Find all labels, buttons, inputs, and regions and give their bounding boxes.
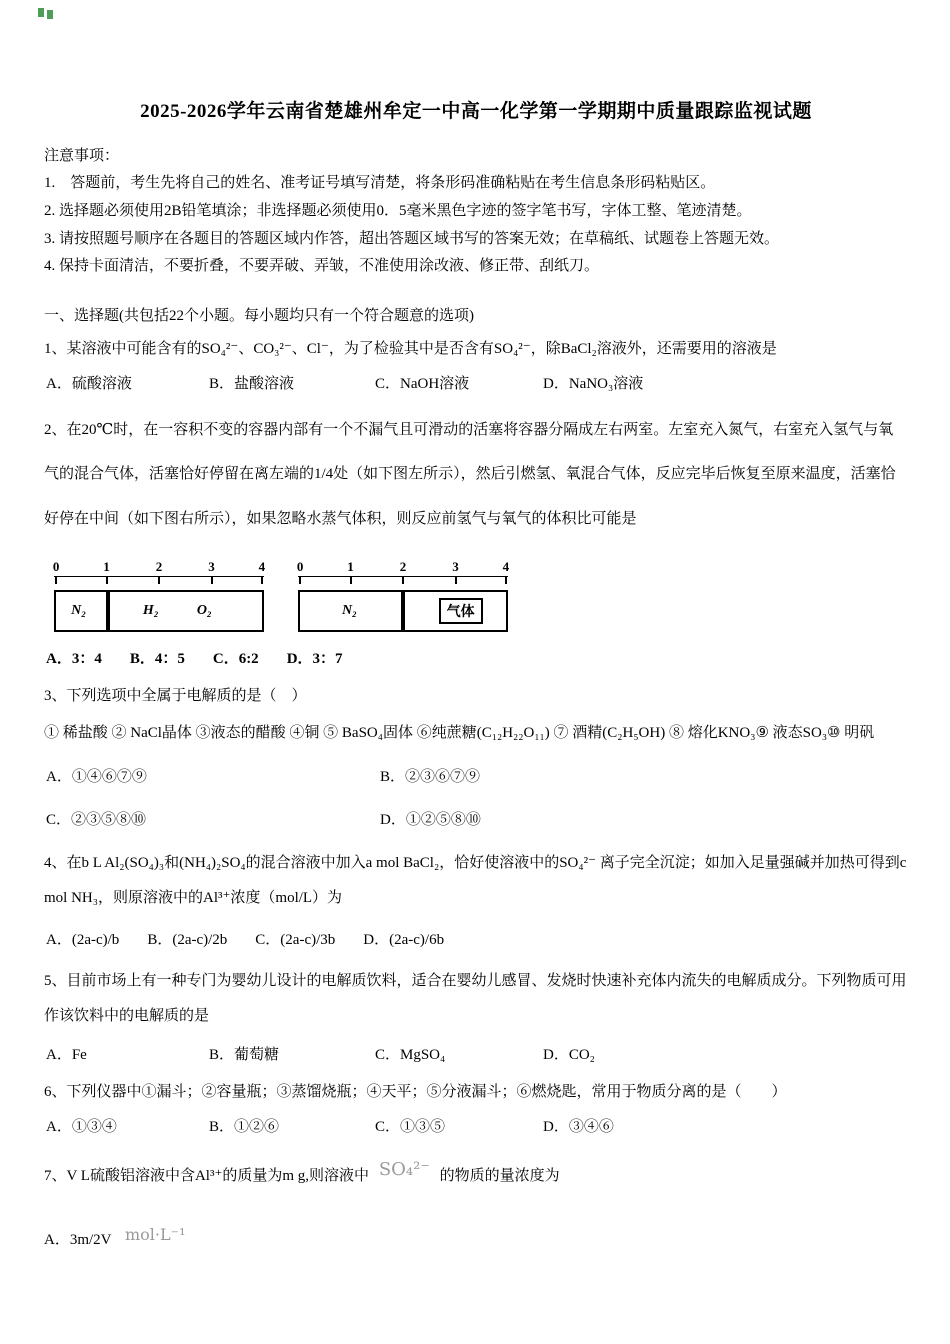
ruler-tick-label: 4: [502, 558, 510, 574]
ruler-left: [54, 559, 264, 584]
question-5-text: 5、目前市场上有一种专门为婴幼儿设计的电解质饮料，适合在婴幼儿感冒、发烧时快速补充体内流失的电解质成分。下列物质可用作该饮料中的电解质的是: [44, 972, 907, 1024]
page-title: 2025-2026学年云南省楚雄州牟定一中高一化学第一学期期中质量跟踪监视试题: [140, 101, 812, 122]
option-a: A．(2a-c)/b: [46, 931, 120, 948]
question-1: [44, 336, 908, 398]
question-3-options: [44, 763, 908, 834]
notice-item-4: 4. 保持卡面清洁，不要折叠，不要弄破、弄皱，不准使用涂改液、修正带、刮纸刀。: [44, 258, 600, 275]
ruler-line: [298, 576, 508, 577]
ruler-tick: [402, 577, 404, 584]
ruler-tick-label: 0: [296, 558, 304, 574]
ruler-tick-label: 2: [399, 558, 407, 574]
option-b: B．盐酸溶液: [209, 376, 295, 392]
option-c: C．NaOH溶液: [375, 376, 470, 392]
option-d: D．NaNO₃溶液: [543, 376, 644, 392]
question-1-options: [44, 371, 908, 398]
question-7-text-after: 的物质的量浓度为: [439, 1168, 560, 1184]
ruler-tick: [455, 577, 457, 584]
option-d: D．CO₂: [543, 1047, 595, 1063]
question-6: [44, 1079, 908, 1141]
gas-container-right: [298, 590, 508, 632]
question-4-options: [44, 927, 908, 954]
answer-prefix: A．3m/2V: [44, 1232, 112, 1249]
option-c: C．(2a-c)/3b: [255, 931, 336, 948]
question-7-text: [44, 1159, 908, 1191]
question-5-options: [44, 1042, 908, 1069]
ruler-tick-label: 0: [52, 558, 60, 574]
notice-item-1: 1. 答题前，考生先将自己的姓名、准考证号填写清楚，将条形码准确粘贴在考生信息条形码粘贴区。: [44, 175, 716, 191]
question-3-text: 3、下列选项中全属于电解质的是（ ）: [44, 687, 307, 704]
option-d: D．①②⑤⑧⑩: [380, 811, 481, 828]
option-a: A．Fe: [46, 1047, 87, 1063]
notice-heading: 注意事项：: [44, 148, 120, 164]
ruler-tick: [211, 577, 213, 584]
option-b: B．①②⑥: [209, 1119, 280, 1135]
ruler-tick: [350, 577, 352, 584]
question-5: [44, 964, 908, 1070]
option-c: C．①③⑤: [375, 1119, 446, 1135]
question-2: [44, 408, 908, 673]
piston-divider: [401, 592, 405, 630]
section-heading: 一、选择题(共包括22个小题。每小题均只有一个符合题意的选项): [44, 308, 474, 324]
option-d: D．3：7: [286, 650, 343, 667]
ruler-tick: [299, 577, 301, 584]
ruler-tick-label: 3: [208, 558, 215, 574]
corner-artifact-mark: [38, 8, 44, 17]
gas-label-o2: O₂: [196, 602, 212, 618]
ruler-tick: [106, 577, 108, 584]
question-3: [44, 683, 908, 834]
question-6-options: [44, 1114, 908, 1141]
option-d: D．③④⑥: [543, 1119, 614, 1135]
ruler-tick: [505, 577, 507, 584]
question-7-text-before: 7、V L硫酸铝溶液中含Al³⁺的质量为m g,则溶液中: [44, 1168, 370, 1184]
sulfate-formula: SO₄²⁻: [378, 1159, 430, 1180]
piston-diagram-right: [298, 559, 508, 632]
notice-item-2: 2. 选择题必须使用2B铅笔填涂；非选择题必须使用0．5毫米黑色字迹的签字笔书写，字体工整、笔迹清楚。: [44, 202, 752, 219]
ruler-line: [54, 576, 264, 577]
gas-label-n2: N₂: [71, 602, 87, 618]
question-2-diagrams: [54, 559, 908, 632]
ruler-tick: [158, 577, 160, 584]
gas-label-n2: N₂: [341, 602, 357, 618]
option-c: C．MgSO₄: [375, 1047, 446, 1063]
ruler-right: [298, 559, 508, 584]
ruler-tick-label: 1: [103, 558, 110, 574]
gas-label-h2: H₂: [142, 602, 159, 618]
option-c: C．6:2: [212, 650, 259, 667]
option-a: A．①③④: [46, 1119, 117, 1135]
question-4-text: 4、在b L Al₂(SO₄)₃和(NH₄)₂SO₄的混合溶液中加入a mol BaCl₂，恰好使溶液中的SO₄²⁻ 离子完全沉淀；如加入足量强碱并加热可得到c mol NH₃，则原溶液中的Al³⁺浓度（mol/L）为: [44, 855, 907, 907]
question-2-text: 2、在20℃时，在一容积不变的容器内部有一个不漏气且可滑动的活塞将容器分隔成左右两室。左室充入氮气，右室充入氢气与氧气的混合气体，活塞恰好停留在离左端的1/4处（如下图左所示），然后引燃氢、氧混合气体，反应完毕后恢复至原来温度，活塞恰好停在中间（如下图右所示），如果忽略水蒸气体积，则反应前氢气与氧气的体积比可能是: [44, 422, 896, 527]
question-2-options: [44, 646, 908, 673]
question-6-text: 6、下列仪器中①漏斗；②容量瓶；③蒸馏烧瓶；④天平；⑤分液漏斗；⑥燃烧匙，常用于物质分离的是（ ）: [44, 1084, 787, 1100]
ruler-tick-label: 1: [347, 558, 354, 574]
ruler-tick-label: 3: [452, 558, 459, 574]
ruler-tick: [55, 577, 57, 584]
gas-label-mixture: 气体: [439, 598, 483, 624]
ruler-tick-label: 2: [155, 558, 163, 574]
option-b: B．(2a-c)/2b: [147, 931, 228, 948]
ruler-tick-label: 4: [258, 558, 266, 574]
answer-unit: mol·L⁻¹: [124, 1225, 186, 1245]
question-7: [44, 1159, 908, 1254]
notice-item-3: 3. 请按照题号顺序在各题目的答题区域内作答，超出答题区域书写的答案无效；在草稿纸、试题卷上答题无效。: [44, 230, 780, 247]
option-b: B．4：5: [129, 650, 185, 667]
question-3-items: ① 稀盐酸 ② NaCl晶体 ③液态的醋酸 ④铜 ⑤ BaSO₄固体 ⑥纯蔗糖(C₁₂H₂₂O₁₁) ⑦ 酒精(C₂H₅OH) ⑧ 熔化KNO₃⑨ 液态SO₃⑩ 明矾: [44, 724, 875, 741]
option-a: A．硫酸溶液: [46, 376, 132, 392]
option-a: A．①④⑥⑦⑨: [46, 769, 147, 785]
question-4: [44, 846, 908, 954]
option-a: A．3：4: [46, 650, 102, 667]
question-7-answer-line: [44, 1225, 908, 1254]
gas-container-left: [54, 590, 264, 632]
option-d: D．(2a-c)/6b: [363, 931, 445, 948]
option-b: B．葡萄糖: [209, 1047, 280, 1063]
option-b: B．②③⑥⑦⑨: [380, 769, 481, 785]
option-c: C．②③⑤⑧⑩: [46, 811, 147, 828]
ruler-tick: [261, 577, 263, 584]
piston-divider: [106, 592, 110, 630]
notice-section: [44, 143, 908, 281]
piston-diagram-left: [54, 559, 264, 632]
question-1-text: 1、某溶液中可能含有的SO₄²⁻、CO₃²⁻、Cl⁻，为了检验其中是否含有SO₄²⁻，除BaCl₂溶液外，还需要用的溶液是: [44, 341, 777, 357]
